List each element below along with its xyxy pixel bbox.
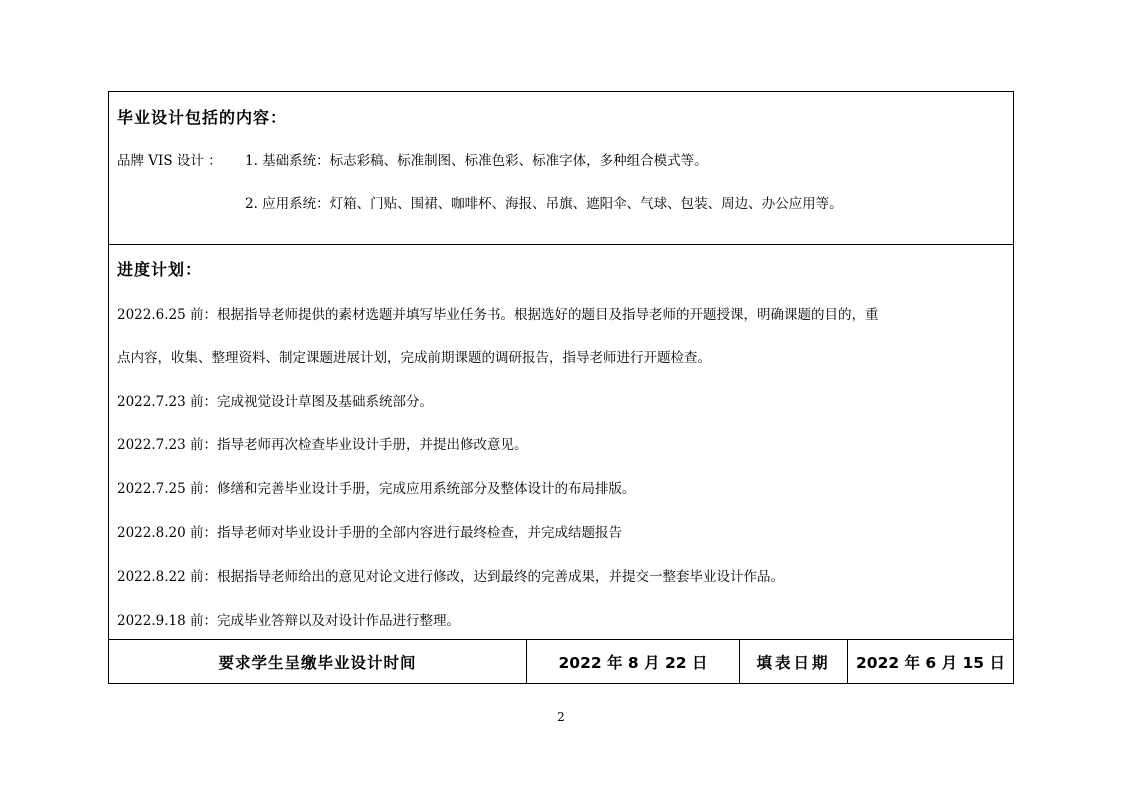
content-item-1: 1. 基础系统：标志彩稿、标准制图、标准色彩、标准字体，多种组合模式等。 <box>245 153 708 169</box>
schedule-heading: 进度计划： <box>117 260 203 279</box>
fill-date: 2022 年 6 月 15 日 <box>856 653 1005 672</box>
schedule-line: 2022.8.20 前：指导老师对毕业设计手册的全部内容进行最终检查，并完成结题报告 <box>117 525 622 541</box>
content-section <box>109 92 1013 245</box>
schedule-line: 2022.7.23 前：指导老师再次检查毕业设计手册，并提出修改意见。 <box>117 437 528 453</box>
submit-date: 2022 年 8 月 22 日 <box>527 640 740 683</box>
schedule-line: 2022.6.25 前：根据指导老师提供的素材选题并填写毕业任务书。根据选好的题目及指导老师的开题授课，明确课题的目的，重 <box>117 307 879 323</box>
content-heading: 毕业设计包括的内容： <box>117 108 288 127</box>
schedule-line: 2022.7.25 前：修缮和完善毕业设计手册，完成应用系统部分及整体设计的布局排版。 <box>117 481 636 497</box>
content-item-2: 2. 应用系统：灯箱、门贴、围裙、咖啡杯、海报、吊旗、遮阳伞、气球、包装、周边、办公应用等。 <box>245 196 843 212</box>
schedule-section <box>109 245 1013 640</box>
schedule-line: 2022.7.23 前：完成视觉设计草图及基础系统部分。 <box>117 394 433 410</box>
form-table <box>108 91 1014 684</box>
page-number: 2 <box>557 710 565 724</box>
schedule-line: 点内容，收集、整理资料、制定课题进展计划，完成前期课题的调研报告，指导老师进行开题检查。 <box>117 350 711 366</box>
schedule-line: 2022.8.22 前：根据指导老师给出的意见对论文进行修改，达到最终的完善成果，并提交一整套毕业设计作品。 <box>117 569 784 585</box>
footer-row <box>109 640 1013 683</box>
fill-date-label: 填表日期 <box>740 640 848 683</box>
brand-vis-label: 品牌 VIS 设计 ： <box>117 153 222 169</box>
submit-time-label: 要求学生呈缴毕业设计时间 <box>109 640 527 683</box>
schedule-line: 2022.9.18 前：完成毕业答辩以及对设计作品进行整理。 <box>117 613 460 629</box>
